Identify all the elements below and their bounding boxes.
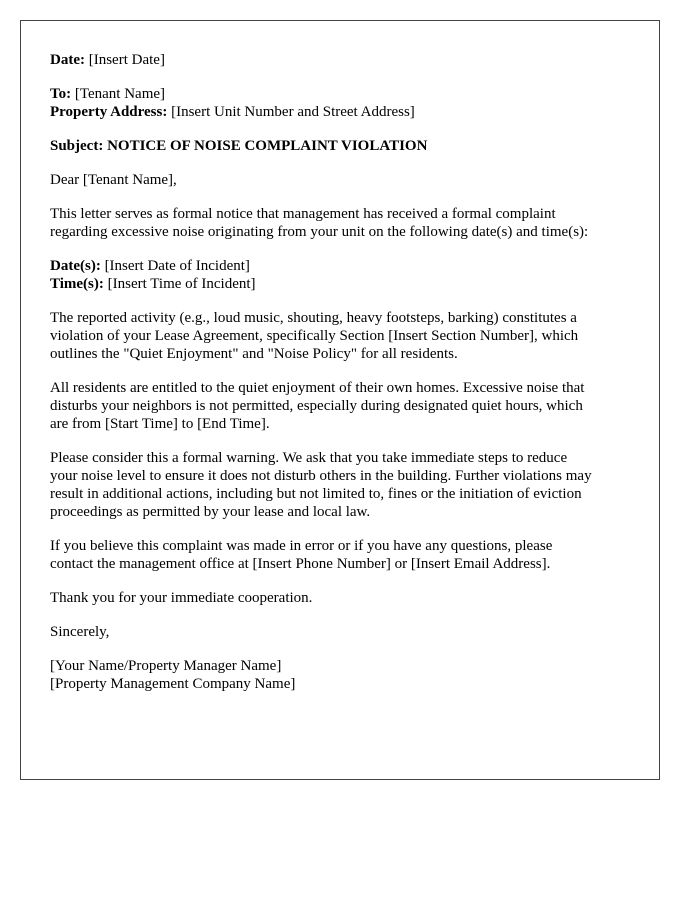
paragraph-line: Please consider this a formal warning. We ask that you take immediate steps to reduce <box>50 450 568 466</box>
letter-frame <box>20 20 660 780</box>
date-value: [Insert Date] <box>88 52 165 68</box>
date-block <box>50 51 640 69</box>
incident-block <box>50 257 640 293</box>
paragraph-line: All residents are entitled to the quiet enjoyment of their own homes. Excessive noise that <box>50 380 585 396</box>
signature-name: [Your Name/Property Manager Name] <box>50 658 282 674</box>
paragraph-warning <box>50 449 640 521</box>
to-line <box>50 85 640 103</box>
subject-value: NOTICE OF NOISE COMPLAINT VIOLATION <box>107 138 428 154</box>
paragraph-line: are from [Start Time] to [End Time]. <box>50 416 270 432</box>
paragraph-quiet-hours <box>50 379 640 433</box>
signature-block <box>50 657 640 693</box>
closing-block <box>50 623 640 641</box>
paragraph-line: result in additional actions, including but not limited to, fines or the initiation of eviction <box>50 486 582 502</box>
greeting: Dear [Tenant Name], <box>50 172 177 188</box>
paragraph-violation <box>50 309 640 363</box>
thanks-block <box>50 589 640 607</box>
address-value: [Insert Unit Number and Street Address] <box>171 104 415 120</box>
date-label: Date: <box>50 52 85 68</box>
recipient-block <box>50 85 640 121</box>
address-label: Property Address: <box>50 104 168 120</box>
incident-dates-line <box>50 257 640 275</box>
paragraph-line: This letter serves as formal notice that management has received a formal complaint <box>50 206 556 222</box>
greeting-block <box>50 171 640 189</box>
paragraph-line: violation of your Lease Agreement, specifically Section [Insert Section Number], which <box>50 328 579 344</box>
paragraph-line: If you believe this complaint was made in error or if you have any questions, please <box>50 538 553 554</box>
subject-block <box>50 137 640 155</box>
incident-dates-label: Date(s): <box>50 258 101 274</box>
paragraph-notice <box>50 205 640 241</box>
signature-company: [Property Management Company Name] <box>50 676 296 692</box>
incident-times-label: Time(s): <box>50 276 104 292</box>
subject-line <box>50 137 640 155</box>
closing-line: Sincerely, <box>50 624 110 640</box>
letter-body <box>50 51 640 709</box>
subject-label: Subject: <box>50 138 104 154</box>
paragraph-line: contact the management office at [Insert Phone Number] or [Insert Email Address]. <box>50 556 551 572</box>
paragraph-line: The reported activity (e.g., loud music, shouting, heavy footsteps, barking) constitutes a <box>50 310 577 326</box>
incident-dates-value: [Insert Date of Incident] <box>104 258 250 274</box>
paragraph-line: outlines the "Quiet Enjoyment" and "Noise Policy" for all residents. <box>50 346 458 362</box>
paragraph-line: regarding excessive noise originating from your unit on the following date(s) and time(s): <box>50 224 589 240</box>
date-line <box>50 51 640 69</box>
paragraph-contact <box>50 537 640 573</box>
to-label: To: <box>50 86 72 102</box>
thanks-line: Thank you for your immediate cooperation. <box>50 590 313 606</box>
incident-times-line <box>50 275 640 293</box>
paragraph-line: your noise level to ensure it does not disturb others in the building. Further violations may <box>50 468 592 484</box>
incident-times-value: [Insert Time of Incident] <box>107 276 256 292</box>
address-line <box>50 103 640 121</box>
to-value: [Tenant Name] <box>74 86 166 102</box>
paragraph-line: disturbs your neighbors is not permitted, especially during designated quiet hours, which <box>50 398 583 414</box>
paragraph-line: proceedings as permitted by your lease and local law. <box>50 504 371 520</box>
